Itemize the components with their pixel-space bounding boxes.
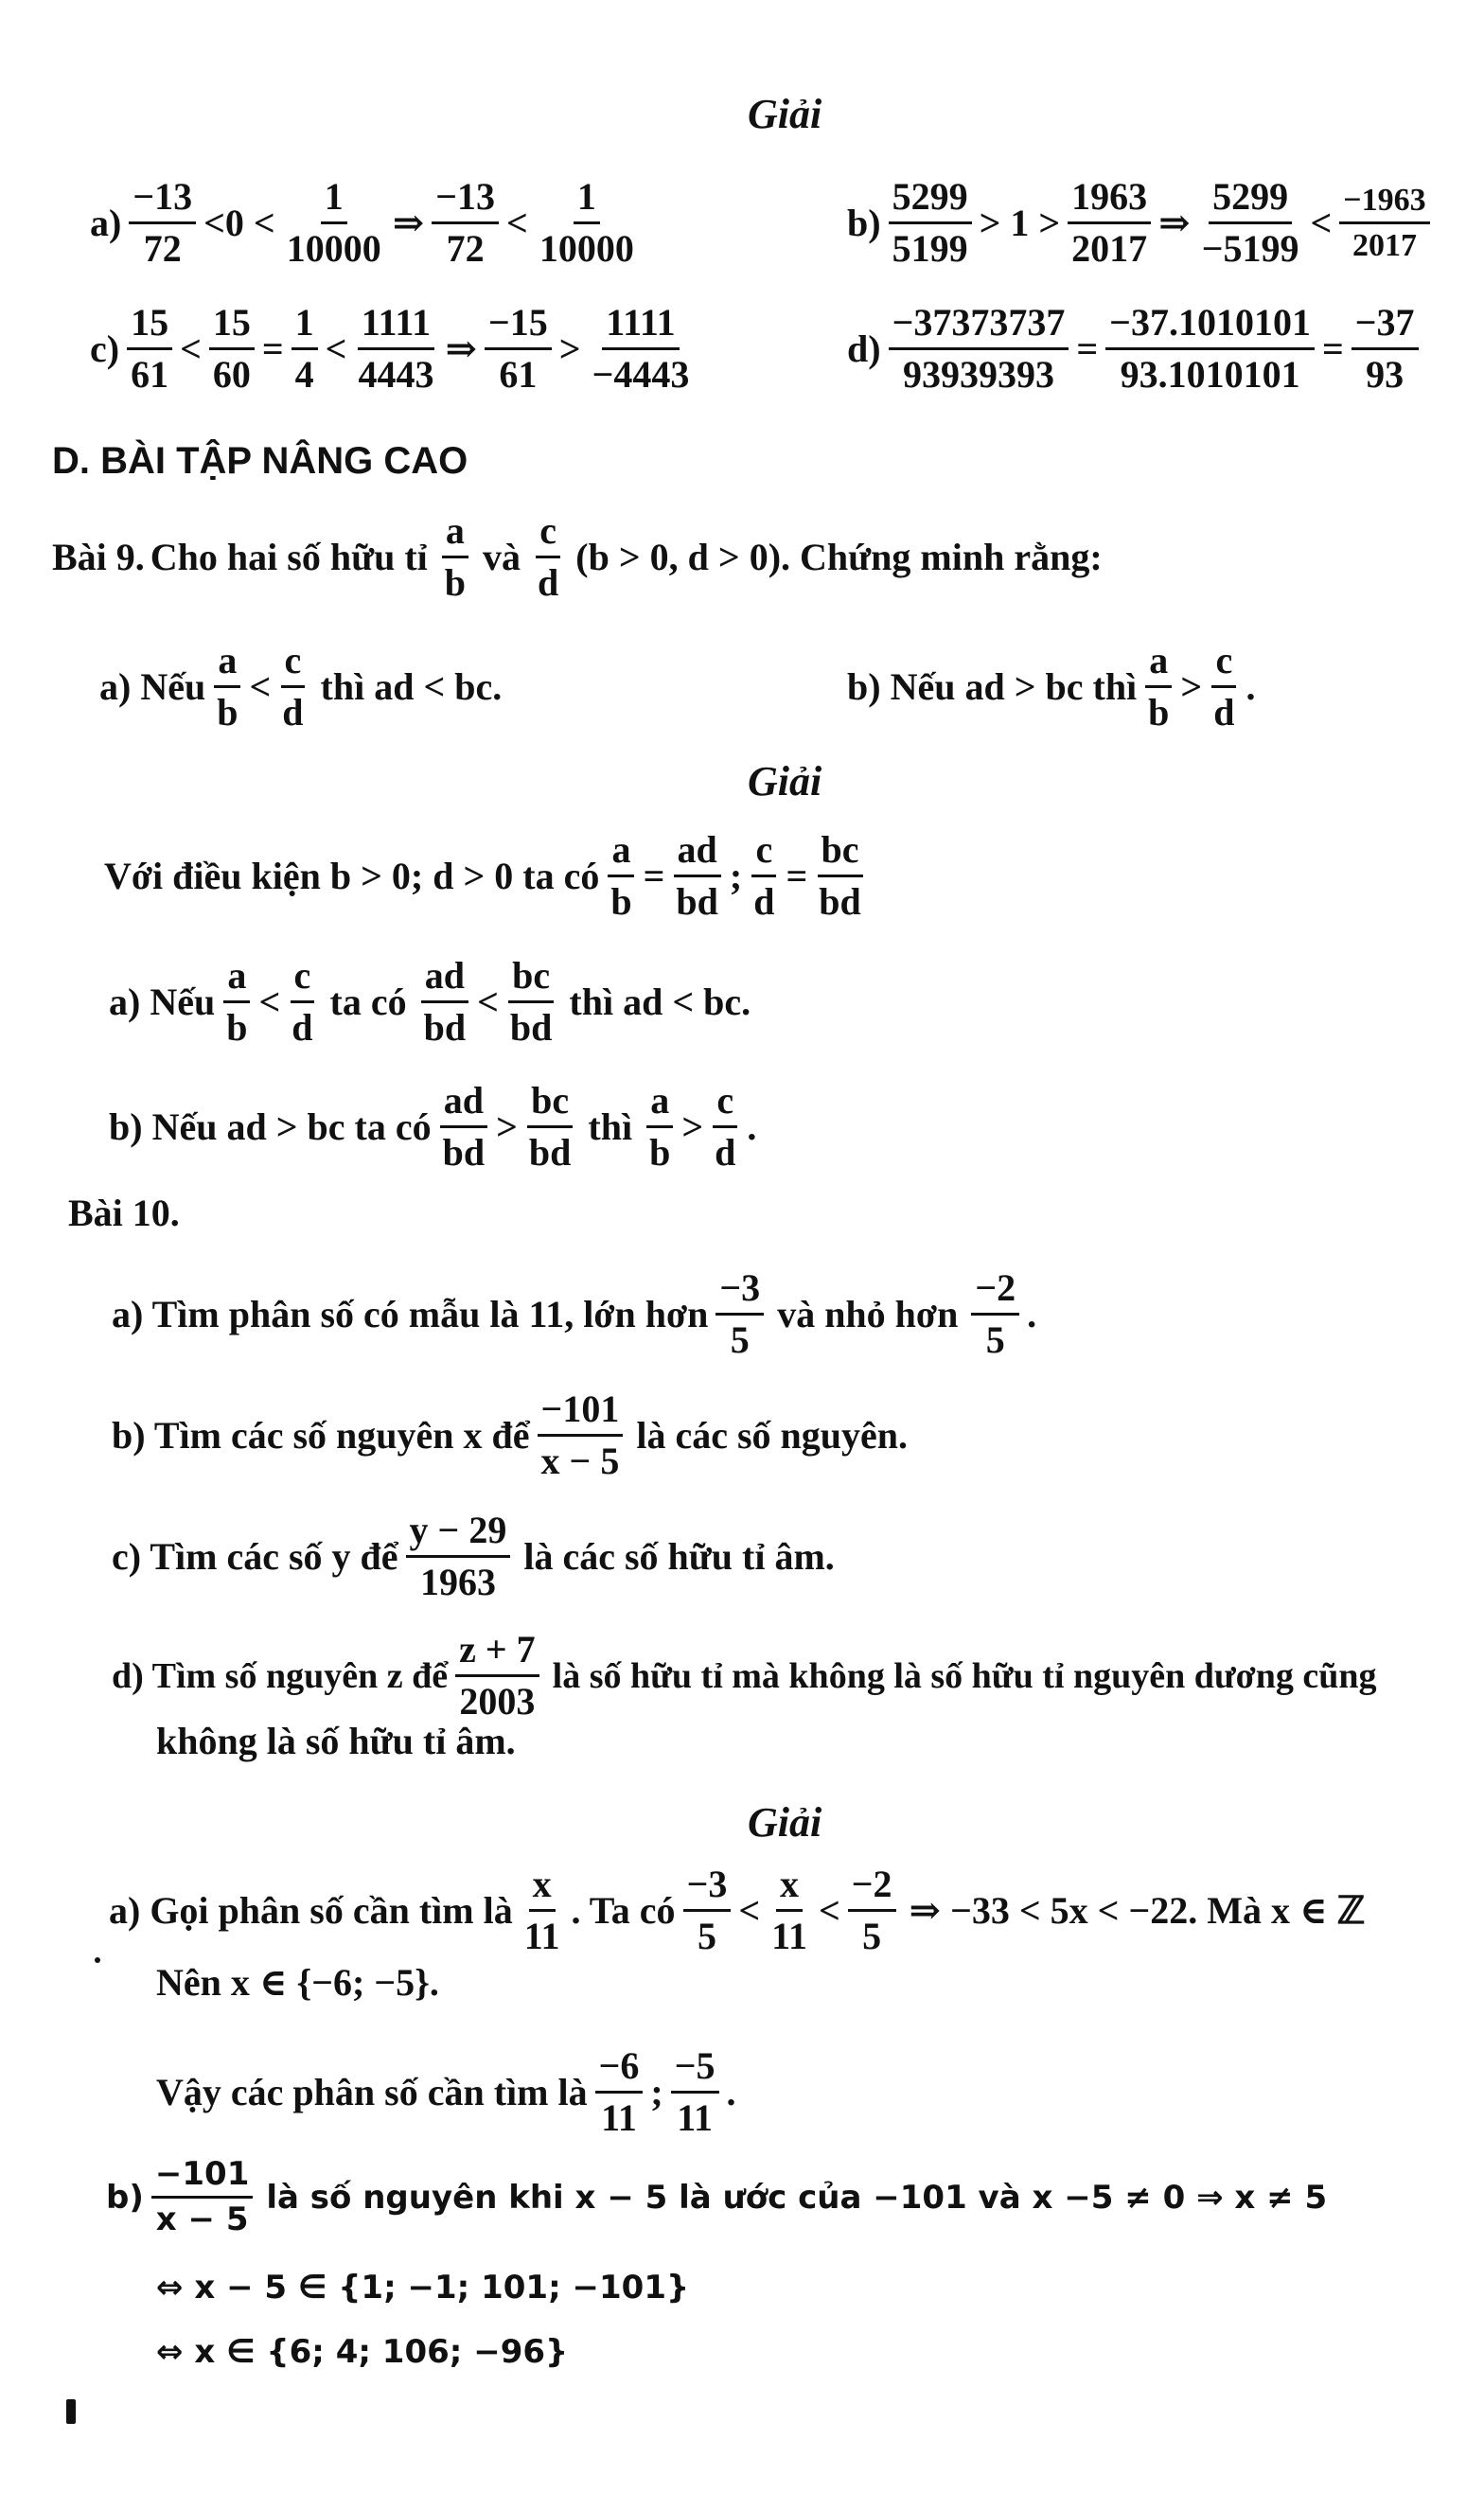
operator: = <box>786 854 808 897</box>
implies: ⇒ <box>392 201 425 244</box>
numerator: ad <box>421 954 468 1003</box>
fraction <box>1198 175 1303 271</box>
numerator: c <box>536 509 560 558</box>
text: là các số nguyên. <box>636 1413 909 1457</box>
denominator: 93.1010101 <box>1120 353 1300 396</box>
fraction <box>213 639 241 734</box>
text: ⇒ −33 < 5x < −22. Mà x ∈ ℤ <box>909 1888 1366 1932</box>
sol10-a-nen <box>156 1961 439 2004</box>
text: . <box>726 2070 736 2113</box>
fraction <box>768 1863 811 1958</box>
denominator: 5 <box>697 1915 716 1957</box>
numerator: −2 <box>848 1863 896 1912</box>
operator: < <box>1310 201 1333 244</box>
denominator: 72 <box>446 227 485 270</box>
fraction <box>1144 639 1173 734</box>
numerator: x <box>529 1863 556 1912</box>
fraction <box>750 828 778 924</box>
denominator: 4 <box>294 353 314 396</box>
text: là số nguyên khi x − 5 là ước của −101 và x −5 ≠ 0 ⇒ x ≠ 5 <box>266 2178 1328 2217</box>
fraction <box>455 1628 539 1723</box>
numerator: −37 <box>1352 301 1419 350</box>
denominator: 11 <box>677 2096 713 2139</box>
fraction <box>288 954 316 1050</box>
fraction <box>971 1266 1019 1362</box>
fraction <box>683 1863 732 1958</box>
numerator: −3 <box>683 1863 732 1912</box>
numerator: c <box>291 954 315 1003</box>
intro-c <box>90 301 700 397</box>
numerator: 1 <box>292 301 318 350</box>
separator: ; <box>729 854 743 897</box>
fraction <box>292 301 318 397</box>
label: a) <box>90 201 122 244</box>
label: d) <box>847 327 881 370</box>
bai9-a <box>99 639 507 734</box>
bai9-solution-intro <box>104 828 873 924</box>
denominator: bd <box>819 880 861 923</box>
denominator: d <box>292 1006 313 1049</box>
text: . <box>1246 664 1256 708</box>
numerator: c <box>1211 639 1236 688</box>
fraction <box>521 1863 564 1958</box>
denominator: 60 <box>212 353 251 396</box>
numerator: ad <box>440 1079 487 1128</box>
fraction <box>1068 175 1151 271</box>
operator: < <box>818 1888 840 1932</box>
numerator: −3 <box>716 1266 764 1316</box>
denominator: b <box>610 880 632 923</box>
numerator: z + 7 <box>455 1628 539 1677</box>
denominator: 10000 <box>286 227 381 270</box>
numerator: a <box>608 828 634 877</box>
numerator: 1963 <box>1068 175 1151 224</box>
denominator: 2017 <box>1352 228 1417 263</box>
fraction <box>525 1079 575 1175</box>
label: b) <box>847 201 881 244</box>
bai10-b <box>112 1388 913 1483</box>
denominator: 11 <box>601 2096 637 2139</box>
text: thì ad < bc. <box>569 980 751 1023</box>
numerator: 15 <box>209 301 255 350</box>
operator: < <box>258 980 281 1023</box>
bai9-solution-a <box>109 954 756 1050</box>
operator: = <box>1321 327 1344 370</box>
denominator: d <box>1213 691 1235 734</box>
fraction <box>441 509 469 605</box>
fraction <box>278 639 307 734</box>
text: a) Nếu <box>109 980 216 1023</box>
solution-heading: Giải <box>748 1799 822 1846</box>
numerator: ad <box>674 828 721 877</box>
numerator: a <box>223 954 250 1003</box>
intro-b <box>847 175 1438 271</box>
fraction <box>645 1079 674 1175</box>
fraction <box>538 1388 624 1483</box>
operator: > 1 > <box>979 201 1061 244</box>
fraction <box>848 1863 896 1958</box>
numerator: a <box>1145 639 1172 688</box>
numerator: 5299 <box>1209 175 1292 224</box>
bai10-a <box>112 1266 1036 1362</box>
operator: < <box>249 664 272 708</box>
operator: < <box>180 327 202 370</box>
fraction <box>534 509 562 605</box>
solution-heading: Giải <box>748 91 822 137</box>
fraction <box>595 2044 644 2140</box>
text: ⇔ x ∈ {6; 4; 106; −96} <box>156 2333 569 2371</box>
text: thì ad < bc. <box>320 664 503 708</box>
fraction <box>536 175 638 271</box>
fraction <box>671 2044 719 2140</box>
numerator: bc <box>527 1079 573 1128</box>
sol10-b-line2 <box>156 2333 569 2371</box>
numerator: −101 <box>538 1388 624 1437</box>
text: b) Nếu ad > bc thì <box>847 664 1138 708</box>
numerator: −5 <box>671 2044 719 2094</box>
numerator: x <box>776 1863 803 1912</box>
fraction <box>1105 301 1315 397</box>
denominator: bd <box>676 880 718 923</box>
denominator: x − 5 <box>155 2201 249 2239</box>
numerator: −13 <box>129 175 196 224</box>
denominator: 72 <box>143 227 182 270</box>
denominator: −4443 <box>592 353 690 396</box>
denominator: 10000 <box>539 227 634 270</box>
denominator: 2017 <box>1071 227 1148 270</box>
dot-mark <box>95 1957 100 1963</box>
text: ta có <box>329 980 407 1023</box>
denominator: b <box>649 1131 671 1174</box>
text: Với điều kiện b > 0; d > 0 ta có <box>104 854 600 897</box>
intro-a <box>90 175 645 271</box>
exercise-title: Bài 9. <box>52 535 145 578</box>
operator: > <box>496 1105 518 1148</box>
sol10-a <box>109 1863 1370 1958</box>
denominator: 93939393 <box>902 353 1054 396</box>
denominator: d <box>715 1131 736 1174</box>
denominator: b <box>444 561 467 604</box>
denominator: 61 <box>499 353 538 396</box>
operator: > <box>681 1105 704 1148</box>
denominator: bd <box>509 1006 553 1049</box>
fraction <box>815 828 865 924</box>
exercise-title: Bài 10. <box>68 1192 180 1234</box>
text: . <box>747 1105 757 1148</box>
text: . <box>1027 1292 1037 1335</box>
numerator: 15 <box>127 301 172 350</box>
implies: ⇒ <box>445 327 477 370</box>
text: d) Tìm số nguyên z để <box>112 1655 449 1696</box>
numerator: 1111 <box>602 301 679 350</box>
denominator: 2003 <box>459 1680 536 1723</box>
bai9-solution-b <box>109 1079 756 1175</box>
text: a) Nếu <box>99 664 206 708</box>
numerator: −37373737 <box>889 301 1069 350</box>
denominator: 5 <box>730 1318 750 1361</box>
text: b) Tìm các số nguyên x để <box>112 1413 530 1457</box>
fraction <box>1339 182 1429 264</box>
separator: ; <box>650 2070 663 2113</box>
text: Vậy các phân số cần tìm là <box>156 2070 588 2113</box>
page-mark <box>66 2399 76 2424</box>
fraction <box>127 301 172 397</box>
denominator: 5 <box>985 1318 1005 1361</box>
text: ⇔ x − 5 ∈ {1; −1; 101; −101} <box>156 2269 690 2307</box>
denominator: bd <box>442 1131 486 1174</box>
operator: > <box>1180 664 1203 708</box>
fraction <box>716 1266 764 1362</box>
text: b) Nếu ad > bc ta có <box>109 1105 432 1148</box>
numerator: −15 <box>485 301 552 350</box>
denominator: b <box>217 691 238 734</box>
numerator: 1 <box>321 175 347 224</box>
fraction <box>1210 639 1238 734</box>
numerator: c <box>751 828 776 877</box>
text: và <box>483 535 521 578</box>
text: là các số hữu tỉ âm. <box>523 1534 835 1578</box>
denominator: d <box>282 691 304 734</box>
text: c) Tìm các số y để <box>112 1534 398 1578</box>
bai10-c <box>112 1509 840 1604</box>
denominator: x − 5 <box>540 1440 620 1482</box>
fraction <box>889 301 1069 397</box>
sol10-b-line1 <box>156 2269 690 2307</box>
fraction <box>222 954 251 1050</box>
denominator: b <box>226 1006 248 1049</box>
operator: <0 < <box>203 201 275 244</box>
denominator: 5199 <box>892 227 968 270</box>
denominator: bd <box>423 1006 467 1049</box>
text: Nên x ∈ {−6; −5}. <box>156 1961 439 2004</box>
text: (b > 0, d > 0). Chứng minh rằng: <box>575 535 1103 578</box>
denominator: 5 <box>862 1915 882 1957</box>
denominator: 93 <box>1366 353 1404 396</box>
label: c) <box>90 327 120 370</box>
denominator: d <box>753 880 775 923</box>
numerator: c <box>281 639 306 688</box>
denominator: 1963 <box>419 1561 496 1603</box>
bai10-d <box>112 1628 1382 1723</box>
fraction <box>485 301 552 397</box>
fraction <box>1352 301 1419 397</box>
text: và nhỏ hơn <box>777 1292 959 1335</box>
numerator: a <box>646 1079 673 1128</box>
numerator: −1963 <box>1339 182 1429 224</box>
numerator: −37.1010101 <box>1105 301 1315 350</box>
bai10-title <box>68 1194 180 1232</box>
fraction <box>711 1079 739 1175</box>
operator: = <box>261 327 284 370</box>
fraction <box>420 954 470 1050</box>
numerator: −2 <box>971 1266 1019 1316</box>
fraction <box>672 828 722 924</box>
sol10-b <box>106 2156 1333 2238</box>
denominator: −5199 <box>1201 227 1299 270</box>
fraction <box>589 301 694 397</box>
numerator: 1111 <box>358 301 434 350</box>
denominator: 61 <box>131 353 169 396</box>
intro-d <box>847 301 1426 397</box>
numerator: a <box>214 639 240 688</box>
numerator: −101 <box>151 2156 253 2199</box>
fraction <box>406 1509 511 1604</box>
section-heading: D. BÀI TẬP NÂNG CAO <box>52 440 468 482</box>
operator: < <box>506 201 528 244</box>
fraction <box>432 175 499 271</box>
bai9-b <box>847 639 1255 734</box>
text: . Ta có <box>571 1888 676 1932</box>
denominator: 11 <box>771 1915 807 1957</box>
sol10-a-vay <box>156 2044 736 2140</box>
text: không là số hữu tỉ âm. <box>156 1720 516 1762</box>
operator: < <box>738 1888 761 1932</box>
text: Cho hai số hữu tỉ <box>150 535 428 578</box>
numerator: 1 <box>574 175 600 224</box>
operator: < <box>477 980 499 1023</box>
fraction <box>889 175 972 271</box>
operator: = <box>1076 327 1099 370</box>
fraction <box>129 175 196 271</box>
numerator: bc <box>818 828 863 877</box>
numerator: y − 29 <box>406 1509 511 1558</box>
numerator: c <box>713 1079 737 1128</box>
text: a) Gọi phân số cần tìm là <box>109 1888 513 1932</box>
denominator: d <box>538 561 559 604</box>
implies: ⇒ <box>1158 201 1191 244</box>
bai9-statement <box>52 509 1108 605</box>
denominator: 4443 <box>358 353 434 396</box>
solution-heading: Giải <box>748 758 822 804</box>
text: thì <box>588 1105 633 1148</box>
numerator: a <box>442 509 468 558</box>
denominator: bd <box>528 1131 572 1174</box>
text: a) Tìm phân số có mẫu là 11, lớn hơn <box>112 1292 709 1335</box>
fraction <box>439 1079 489 1175</box>
numerator: −13 <box>432 175 499 224</box>
fraction <box>151 2156 253 2238</box>
operator: < <box>325 327 347 370</box>
fraction <box>506 954 556 1050</box>
numerator: −6 <box>595 2044 644 2094</box>
operator: > <box>558 327 581 370</box>
numerator: bc <box>508 954 554 1003</box>
numerator: 5299 <box>889 175 972 224</box>
label: b) <box>106 2178 144 2217</box>
text: là số hữu tỉ mà không là số hữu tỉ nguyên dương cũng <box>552 1655 1377 1696</box>
operator: = <box>643 854 665 897</box>
fraction <box>354 301 437 397</box>
fraction <box>283 175 385 271</box>
fraction <box>607 828 635 924</box>
fraction <box>209 301 255 397</box>
denominator: b <box>1148 691 1170 734</box>
bai10-d-line2 <box>156 1720 516 1762</box>
denominator: 11 <box>523 1915 560 1957</box>
